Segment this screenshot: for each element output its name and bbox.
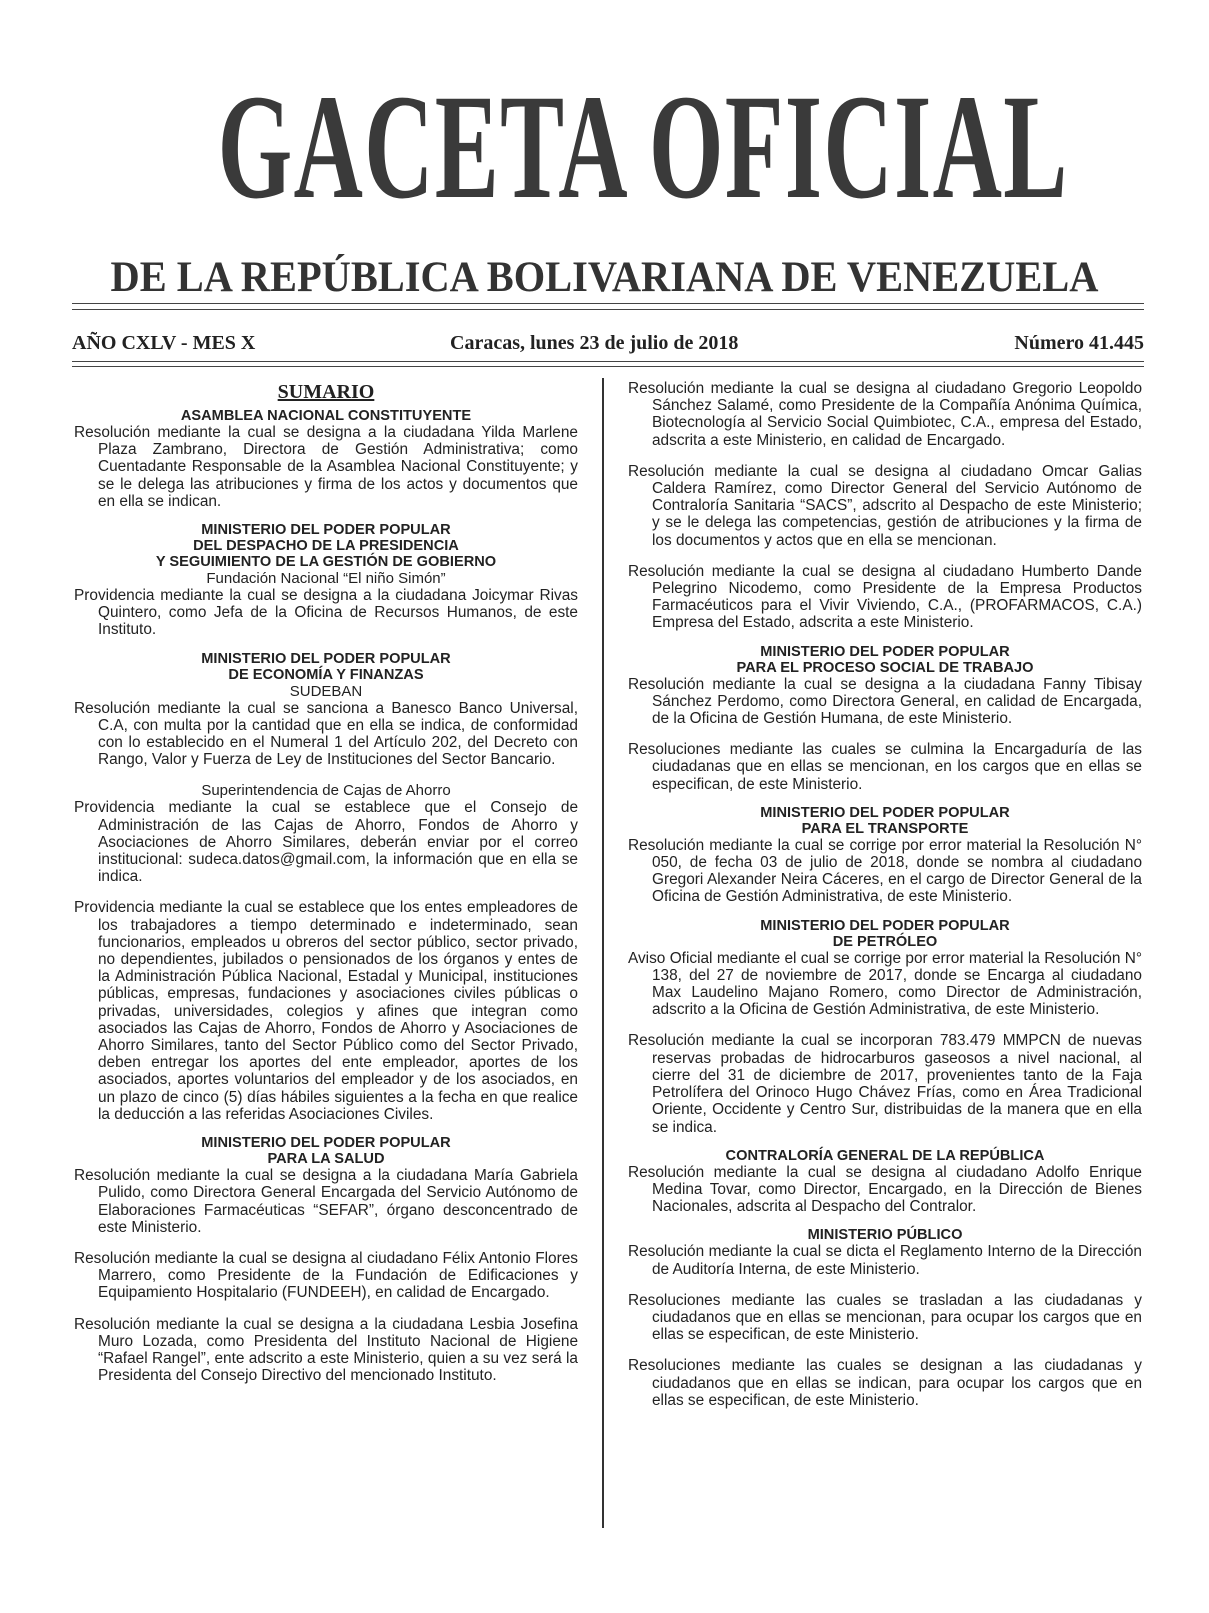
sumario-entry: Resolución mediante la cual se designa al ciudadano Omcar Galias Caldera Ramírez, como Director General del Servicio Autónomo de Contraloría Sanitaria “SACS”, adscrito al Despacho de este Ministerio; y se le delega las competencias, gestión de atribuciones y la firma de los documentos y actos que en ella se mencionan.	[628, 462, 1142, 549]
heading-line: MINISTERIO DEL PODER POPULAR	[760, 643, 1010, 660]
heading-line: DE ECONOMÍA Y FINANZAS	[228, 666, 424, 683]
section-subheading: Fundación Nacional “El niño Simón”	[206, 570, 446, 588]
section-heading	[74, 522, 578, 570]
section-heading	[628, 918, 1142, 950]
sumario-entry: Resolución mediante la cual se corrige por error material la Resolución N° 050, de fecha 03 de julio de 2018, donde se nombra al ciudadano Gregori Alexander Neira Cáceres, en el cargo de Director General de la Oficina de Gestión Administrativa, de este Ministerio.	[628, 836, 1142, 906]
masthead-title: GACETA OFICIAL	[217, 64, 1069, 230]
heading-line: DE PETRÓLEO	[832, 933, 938, 950]
sumario-entry: Aviso Oficial mediante el cual se corrige por error material la Resolución N° 138, del 27 de noviembre de 2017, donde se Encarga al ciudadano Max Laudelino Majano Romero, como Director de Administración, adscrito a la Oficina de Gestión Administrativa, de este Ministerio.	[628, 949, 1142, 1019]
section-heading	[628, 1148, 1142, 1164]
header-rule-bottom	[72, 361, 1144, 362]
header-rule-top-2	[72, 309, 1144, 310]
heading-line: PARA EL PROCESO SOCIAL DE TRABAJO	[736, 659, 1034, 676]
masthead-subtitle: DE LA REPÚBLICA BOLIVARIANA DE VENEZUELA	[110, 254, 1099, 301]
section-despacho-presidencia	[74, 522, 578, 639]
heading-line: MINISTERIO PÚBLICO	[807, 1227, 963, 1244]
section-salud-continued	[628, 380, 1142, 632]
sumario-title: SUMARIO	[277, 381, 375, 403]
section-salud	[74, 1135, 578, 1384]
section-contraloria	[628, 1148, 1142, 1216]
sumario-entry: Resolución mediante la cual se designa a la ciudadana María Gabriela Pulido, como Directora General Encargada del Servicio Autónomo de Elaboraciones Farmacéuticas “SEFAR”, órgano desconcentrado de este Ministerio.	[74, 1167, 578, 1236]
sumario-entry: Resolución mediante la cual se designa al ciudadano Gregorio Leopoldo Sánchez Salamé, como Presidente de la Compañía Anónima Química, Biotecnología al Servicio Social Quimbiotec, C.A., empresa del Estado, adscrita a este Ministerio, en calidad de Encargado.	[628, 380, 1142, 449]
sumario-left-column	[74, 380, 578, 1384]
sumario-entry: Providencia mediante la cual se designa a la ciudadana Joicymar Rivas Quintero, como Jefa de la Oficina de Recursos Humanos, de este Instituto.	[74, 587, 578, 639]
sumario-entry: Resolución mediante la cual se dicta el Reglamento Interno de la Dirección de Auditoría Interna, de este Ministerio.	[628, 1243, 1142, 1278]
section-heading	[628, 644, 1142, 676]
sumario-entry: Resoluciones mediante las cuales se designan a las ciudadanas y ciudadanos que en ellas se indican, para ocupar los cargos que en ellas se especifican, de este Ministerio.	[628, 1357, 1142, 1409]
sumario-entry: Resolución mediante la cual se designa al ciudadano Humberto Dande Pelegrino Nicodemo, como Presidente de la Empresa Productos Farmacéuticos para el Vivir Viviendo, C.A., (PROFARMACOS, C.A.) Empresa del Estado, adscrita a este Ministerio.	[628, 562, 1142, 632]
section-economia-finanzas	[74, 651, 578, 1123]
section-heading	[74, 1135, 578, 1167]
sumario-entry: Resolución mediante la cual se designa al ciudadano Félix Antonio Flores Marrero, como Presidente de la Fundación de Edificaciones y Equipamiento Hospitalario (FUNDEEH), en calidad de Encargado.	[74, 1249, 578, 1302]
section-heading	[74, 408, 578, 424]
heading-line: ASAMBLEA NACIONAL CONSTITUYENTE	[180, 408, 472, 424]
sumario-entry: Resolución mediante la cual se designa a la ciudadana Yilda Marlene Plaza Zambrano, Directora de Gestión Administrativa; como Cuentadante Responsable de la Asamblea Nacional Constituyente; y se le delega las atribuciones y firma de los actos y documentos que en ella se indican.	[74, 424, 578, 510]
header-rule-bottom-2	[72, 366, 1144, 367]
column-divider	[602, 378, 604, 1528]
sumario-entry: Resolución mediante la cual se incorporan 783.479 MMPCN de nuevas reservas probadas de hidrocarburos gaseosos a nivel nacional, al cierre del 31 de diciembre de 2017, provenientes tanto de la Faja Petrolífera del Orinoco Hugo Chávez Frías, como en Área Tradicional Oriente, Occidente y Centro Sur, distribuidas de la manera que en ella se indica.	[628, 1032, 1142, 1136]
issue-year-month: AÑO CXLV - MES X	[72, 332, 256, 354]
heading-line: MINISTERIO DEL PODER POPULAR	[760, 804, 1010, 821]
section-asamblea	[74, 408, 578, 510]
sumario-right-column	[628, 380, 1142, 1409]
heading-line: DEL DESPACHO DE LA PRESIDENCIA	[193, 538, 459, 555]
heading-line: PARA LA SALUD	[267, 1151, 385, 1168]
heading-line: PARA EL TRANSPORTE	[801, 820, 969, 837]
issue-number: Número 41.445	[1014, 332, 1144, 354]
sumario-entry: Providencia mediante la cual se establece que el Consejo de Administración de las Cajas de Ahorro, Fondos de Ahorro y Asociaciones de Ahorro Similares, deberán enviar por el correo institucional: sudeca.datos@gmail.com, la información que en ella se indica.	[74, 799, 578, 886]
section-transporte	[628, 805, 1142, 906]
issue-line	[72, 330, 1144, 356]
section-proceso-social-trabajo	[628, 644, 1142, 793]
section-subheading: Superintendencia de Cajas de Ahorro	[201, 782, 451, 800]
heading-line: MINISTERIO DEL PODER POPULAR	[201, 522, 451, 539]
sumario-entry: Resoluciones mediante las cuales se trasladan a las ciudadanas y ciudadanos que en ellas se mencionan, para ocupar los cargos que en ellas se especifican, de este Ministerio.	[628, 1291, 1142, 1344]
sumario-entry: Resolución mediante la cual se designa a la ciudadana Fanny Tibisay Sánchez Perdomo, como Directora General, en calidad de Encargada, de la Oficina de Gestión Humana, de este Ministerio.	[628, 675, 1142, 728]
section-heading	[628, 805, 1142, 837]
issue-date: Caracas, lunes 23 de julio de 2018	[450, 332, 739, 354]
section-ministerio-publico	[628, 1227, 1142, 1409]
section-heading	[628, 1227, 1142, 1243]
heading-line: MINISTERIO DEL PODER POPULAR	[760, 917, 1010, 934]
section-subheading: SUDEBAN	[289, 682, 363, 700]
sumario-entry: Providencia mediante la cual se establece que los entes empleadores de los trabajadores a tiempo determinado e indeterminado, sean funcionarios, empleados u obreros del sector público, sector privado, no dependientes, jubilados o pensionados de los órganos y entes de la Administración Pública Nacional, Estadal y Municipal, instituciones públicas, empresas, fundaciones y asociaciones civiles públicas o privadas, universidades, colegios y afines que integran como asociados las Cajas de Ahorro, Fondos de Ahorro y Asociaciones de Ahorro Similares, tanto del Sector Público como del Sector Privado, deben entregar los aportes del ente empleador, aportes de los asociados, aportes voluntarios del empleador y de los asociados, en un plazo de cinco (5) días hábiles siguientes a la fecha en que realice la deducción a las referidas Asociaciones Civiles.	[74, 899, 578, 1123]
heading-line: CONTRALORÍA GENERAL DE LA REPÚBLICA	[725, 1147, 1045, 1164]
heading-line: MINISTERIO DEL PODER POPULAR	[201, 1135, 451, 1152]
sumario-entry: Resoluciones mediante las cuales se culmina la Encargaduría de las ciudadanas que en ellas se mencionan, en los cargos que en ellas se especifican, de este Ministerio.	[628, 741, 1142, 793]
heading-line: MINISTERIO DEL PODER POPULAR	[201, 650, 451, 667]
heading-line: Y SEGUIMIENTO DE LA GESTIÓN DE GOBIERNO	[155, 554, 497, 571]
sumario-entry: Resolución mediante la cual se sanciona a Banesco Banco Universal, C.A, con multa por la cantidad que en ella se indica, de conformidad con lo establecido en el Numeral 1 del Artículo 202, del Decreto con Rango, Valor y Fuerza de Ley de Instituciones del Sector Bancario.	[74, 699, 578, 769]
sumario-entry: Resolución mediante la cual se designa al ciudadano Adolfo Enrique Medina Tovar, como Director, Encargado, en la Dirección de Bienes Nacionales, adscrita al Despacho del Contralor.	[628, 1163, 1142, 1216]
sumario-entry: Resolución mediante la cual se designa a la ciudadana Lesbia Josefina Muro Lozada, como Presidenta del Instituto Nacional de Higiene “Rafael Rangel”, ente adscrito a este Ministerio, quien a su vez será la Presidenta del Consejo Directivo del mencionado Instituto.	[74, 1315, 578, 1385]
section-heading	[74, 651, 578, 683]
section-petroleo	[628, 918, 1142, 1136]
header-rule-top	[72, 303, 1144, 304]
